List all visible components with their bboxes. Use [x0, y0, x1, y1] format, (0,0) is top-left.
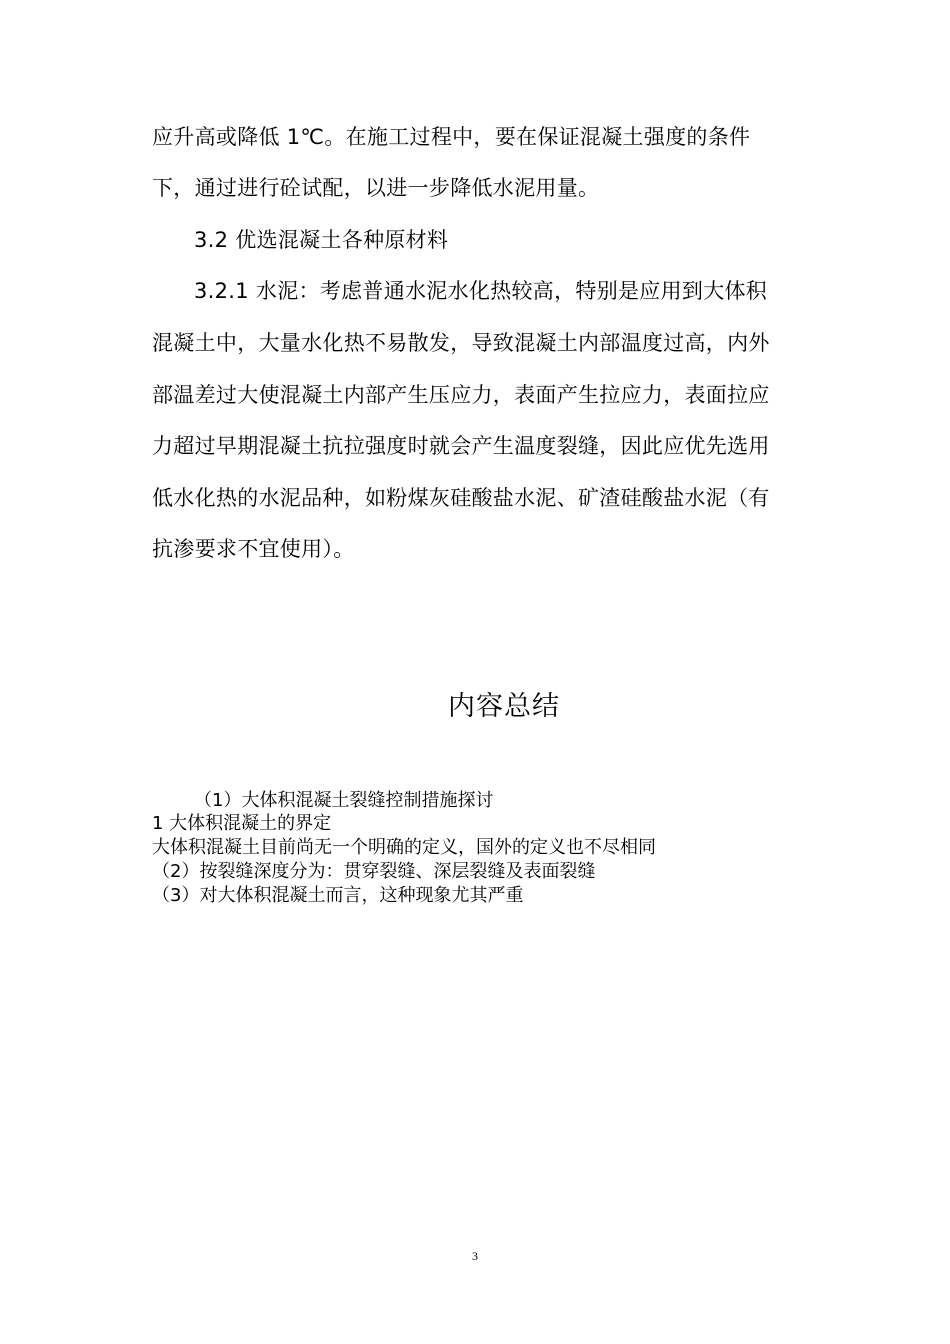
page-number: 3 — [472, 1249, 478, 1263]
summary-line: 大体积混凝土目前尚无一个明确的定义，国外的定义也不尽相同 — [152, 837, 656, 858]
summary-title: 内容总结 — [448, 691, 560, 722]
summary-line: （1）大体积混凝土裂缝控制措施探讨 — [194, 790, 494, 811]
summary-line: （2）按裂缝深度分为：贯穿裂缝、深层裂缝及表面裂缝 — [152, 861, 596, 882]
summary-line: （3）对大体积混凝土而言，这种现象尤其严重 — [152, 885, 524, 906]
body-line: 混凝土中，大量水化热不易散发，导致混凝土内部温度过高，内外 — [152, 331, 770, 355]
body-line: 低水化热的水泥品种，如粉煤灰硅酸盐水泥、矿渣硅酸盐水泥（有 — [152, 486, 770, 510]
body-line: 下，通过进行砼试配，以进一步降低水泥用量。 — [152, 176, 600, 200]
body-line: 力超过早期混凝土抗拉强度时就会产生温度裂缝，因此应优先选用 — [152, 434, 770, 458]
body-line: 部温差过大使混凝土内部产生压应力，表面产生拉应力，表面拉应 — [152, 383, 770, 407]
body-line: 抗渗要求不宜使用）。 — [152, 537, 355, 561]
body-line: 应升高或降低 1℃。在施工过程中，要在保证混凝土强度的条件 — [152, 125, 751, 149]
section-heading: 3.2 优选混凝土各种原材料 — [194, 228, 449, 252]
summary-line: 1 大体积混凝土的界定 — [152, 813, 332, 834]
subsection-paragraph-start: 3.2.1 水泥：考虑普通水泥水化热较高，特别是应用到大体积 — [194, 279, 768, 303]
